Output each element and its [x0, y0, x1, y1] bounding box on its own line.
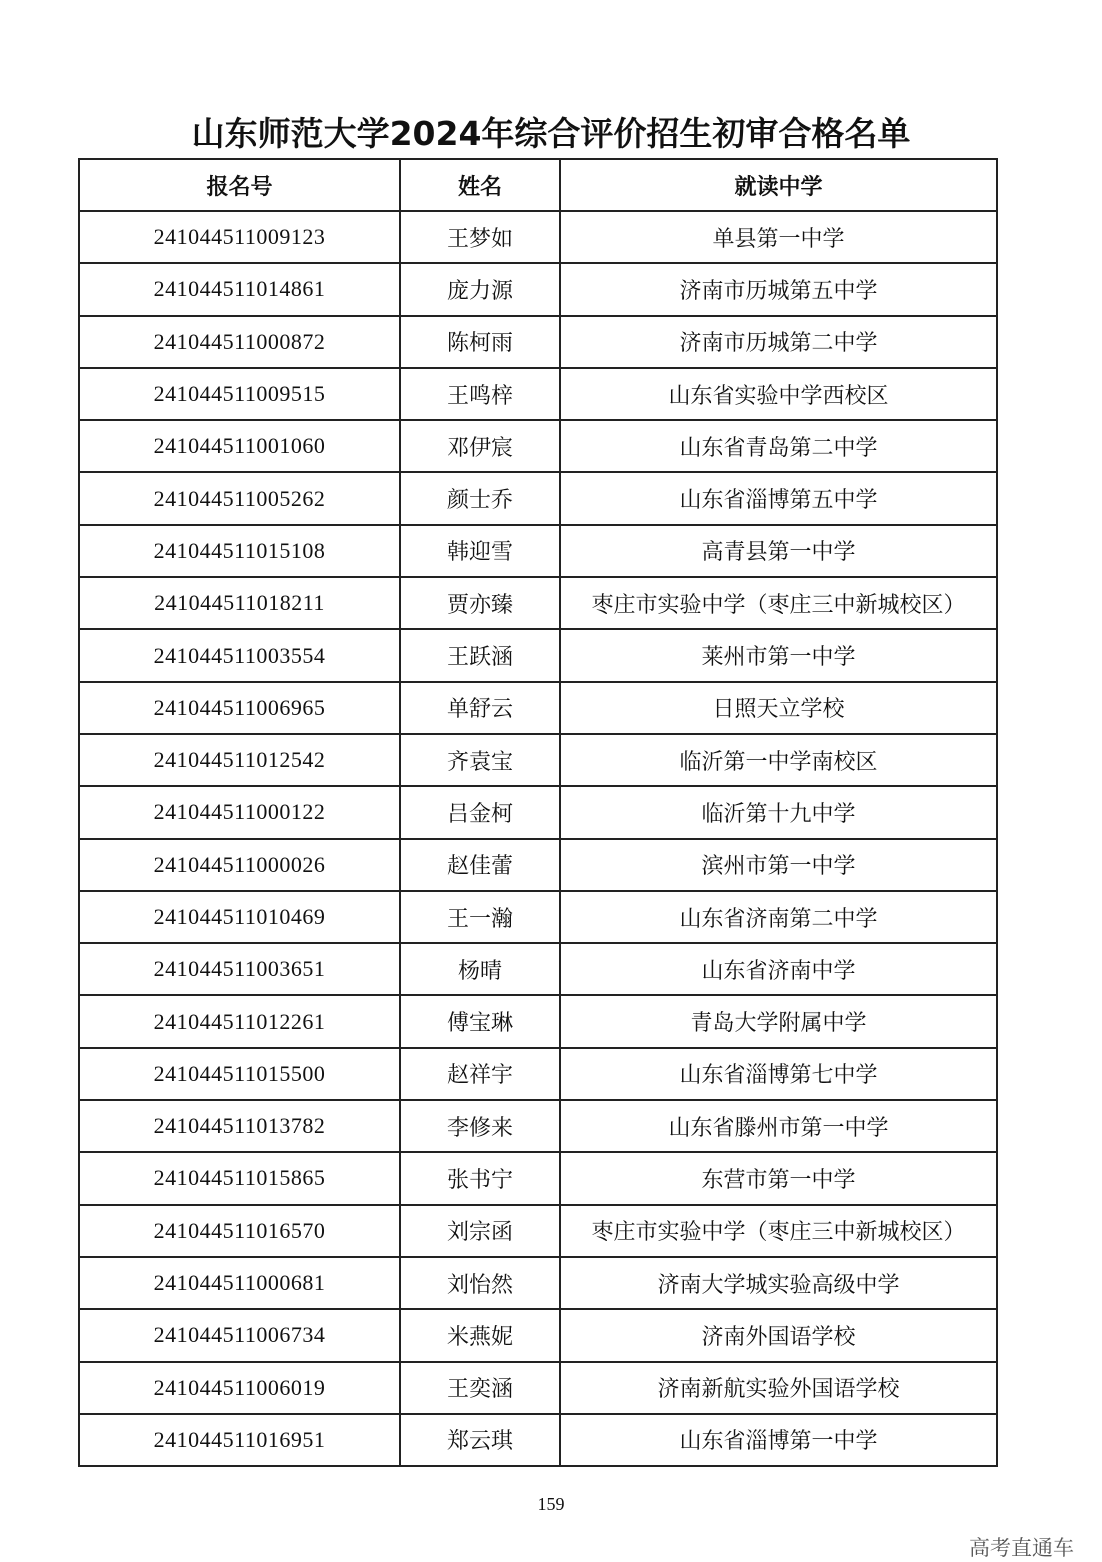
registration-number-cell: 241044511015865	[79, 1152, 400, 1204]
school-cell: 山东省济南中学	[560, 943, 997, 995]
school-cell: 山东省济南第二中学	[560, 891, 997, 943]
registration-number-cell: 241044511016570	[79, 1205, 400, 1257]
page-number: 159	[537, 1494, 565, 1514]
registration-number-cell: 241044511015108	[79, 525, 400, 577]
student-name-cell: 陈柯雨	[400, 316, 560, 368]
student-name-cell: 王一瀚	[400, 891, 560, 943]
registration-number-cell: 241044511003554	[79, 629, 400, 681]
school-cell: 山东省淄博第五中学	[560, 472, 997, 524]
school-cell: 临沂第一中学南校区	[560, 734, 997, 786]
table-row	[79, 734, 997, 786]
table-row	[79, 525, 997, 577]
registration-number-cell: 241044511010469	[79, 891, 400, 943]
school-cell: 枣庄市实验中学（枣庄三中新城校区）	[560, 577, 997, 629]
school-cell: 临沂第十九中学	[560, 786, 997, 838]
registration-number-cell: 241044511000872	[79, 316, 400, 368]
school-cell: 山东省青岛第二中学	[560, 420, 997, 472]
school-cell: 济南外国语学校	[560, 1309, 997, 1361]
roster-table	[78, 158, 998, 1467]
registration-number-cell: 241044511006965	[79, 682, 400, 734]
table-row	[79, 891, 997, 943]
table-row	[79, 1100, 997, 1152]
page-title: 山东师范大学2024年综合评价招生初审合格名单	[191, 114, 911, 153]
student-name-cell: 赵祥宇	[400, 1048, 560, 1100]
school-cell: 青岛大学附属中学	[560, 995, 997, 1047]
registration-number-cell: 241044511012261	[79, 995, 400, 1047]
school-cell: 日照天立学校	[560, 682, 997, 734]
student-name-cell: 王跃涵	[400, 629, 560, 681]
student-name-cell: 邓伊宸	[400, 420, 560, 472]
school-cell: 滨州市第一中学	[560, 839, 997, 891]
table-row	[79, 629, 997, 681]
table-row	[79, 1362, 997, 1414]
student-name-cell: 郑云琪	[400, 1414, 560, 1466]
student-name-cell: 刘怡然	[400, 1257, 560, 1309]
header-school: 就读中学	[560, 159, 997, 211]
school-cell: 济南新航实验外国语学校	[560, 1362, 997, 1414]
school-cell: 东营市第一中学	[560, 1152, 997, 1204]
table-row	[79, 316, 997, 368]
student-name-cell: 庞力源	[400, 263, 560, 315]
school-cell: 济南大学城实验高级中学	[560, 1257, 997, 1309]
student-name-cell: 王梦如	[400, 211, 560, 263]
student-name-cell: 颜士乔	[400, 472, 560, 524]
registration-number-cell: 241044511001060	[79, 420, 400, 472]
registration-number-cell: 241044511013782	[79, 1100, 400, 1152]
registration-number-cell: 241044511014861	[79, 263, 400, 315]
table-row	[79, 368, 997, 420]
school-cell: 山东省淄博第一中学	[560, 1414, 997, 1466]
student-name-cell: 杨晴	[400, 943, 560, 995]
registration-number-cell: 241044511006019	[79, 1362, 400, 1414]
school-cell: 山东省淄博第七中学	[560, 1048, 997, 1100]
student-name-cell: 韩迎雪	[400, 525, 560, 577]
table-row	[79, 1414, 997, 1466]
table-row	[79, 263, 997, 315]
table-row	[79, 472, 997, 524]
table-row	[79, 682, 997, 734]
table-row	[79, 1152, 997, 1204]
school-cell: 莱州市第一中学	[560, 629, 997, 681]
registration-number-cell: 241044511000681	[79, 1257, 400, 1309]
registration-number-cell: 241044511003651	[79, 943, 400, 995]
student-name-cell: 吕金柯	[400, 786, 560, 838]
school-cell: 枣庄市实验中学（枣庄三中新城校区）	[560, 1205, 997, 1257]
table-body	[79, 211, 997, 1466]
watermark: 高考直通车	[969, 1536, 1074, 1560]
student-name-cell: 齐袁宝	[400, 734, 560, 786]
table-row	[79, 1257, 997, 1309]
registration-number-cell: 241044511018211	[79, 577, 400, 629]
table-row	[79, 839, 997, 891]
student-name-cell: 单舒云	[400, 682, 560, 734]
school-cell: 单县第一中学	[560, 211, 997, 263]
table-row	[79, 995, 997, 1047]
table-row	[79, 211, 997, 263]
student-name-cell: 王鸣梓	[400, 368, 560, 420]
school-cell: 山东省滕州市第一中学	[560, 1100, 997, 1152]
table-row	[79, 420, 997, 472]
header-registration-number: 报名号	[79, 159, 400, 211]
student-name-cell: 米燕妮	[400, 1309, 560, 1361]
registration-number-cell: 241044511016951	[79, 1414, 400, 1466]
school-cell: 高青县第一中学	[560, 525, 997, 577]
table-row	[79, 943, 997, 995]
student-name-cell: 赵佳蕾	[400, 839, 560, 891]
school-cell: 济南市历城第五中学	[560, 263, 997, 315]
table-row	[79, 1205, 997, 1257]
school-cell: 济南市历城第二中学	[560, 316, 997, 368]
school-cell: 山东省实验中学西校区	[560, 368, 997, 420]
registration-number-cell: 241044511009123	[79, 211, 400, 263]
student-name-cell: 李修来	[400, 1100, 560, 1152]
student-name-cell: 傅宝琳	[400, 995, 560, 1047]
table-row	[79, 786, 997, 838]
registration-number-cell: 241044511006734	[79, 1309, 400, 1361]
table-header-row	[79, 159, 997, 211]
registration-number-cell: 241044511005262	[79, 472, 400, 524]
table-row	[79, 1309, 997, 1361]
student-name-cell: 贾亦臻	[400, 577, 560, 629]
registration-number-cell: 241044511000026	[79, 839, 400, 891]
student-name-cell: 张书宁	[400, 1152, 560, 1204]
registration-number-cell: 241044511015500	[79, 1048, 400, 1100]
student-name-cell: 刘宗函	[400, 1205, 560, 1257]
registration-number-cell: 241044511009515	[79, 368, 400, 420]
table-row	[79, 577, 997, 629]
registration-number-cell: 241044511000122	[79, 786, 400, 838]
table-row	[79, 1048, 997, 1100]
student-name-cell: 王奕涵	[400, 1362, 560, 1414]
header-name: 姓名	[400, 159, 560, 211]
registration-number-cell: 241044511012542	[79, 734, 400, 786]
